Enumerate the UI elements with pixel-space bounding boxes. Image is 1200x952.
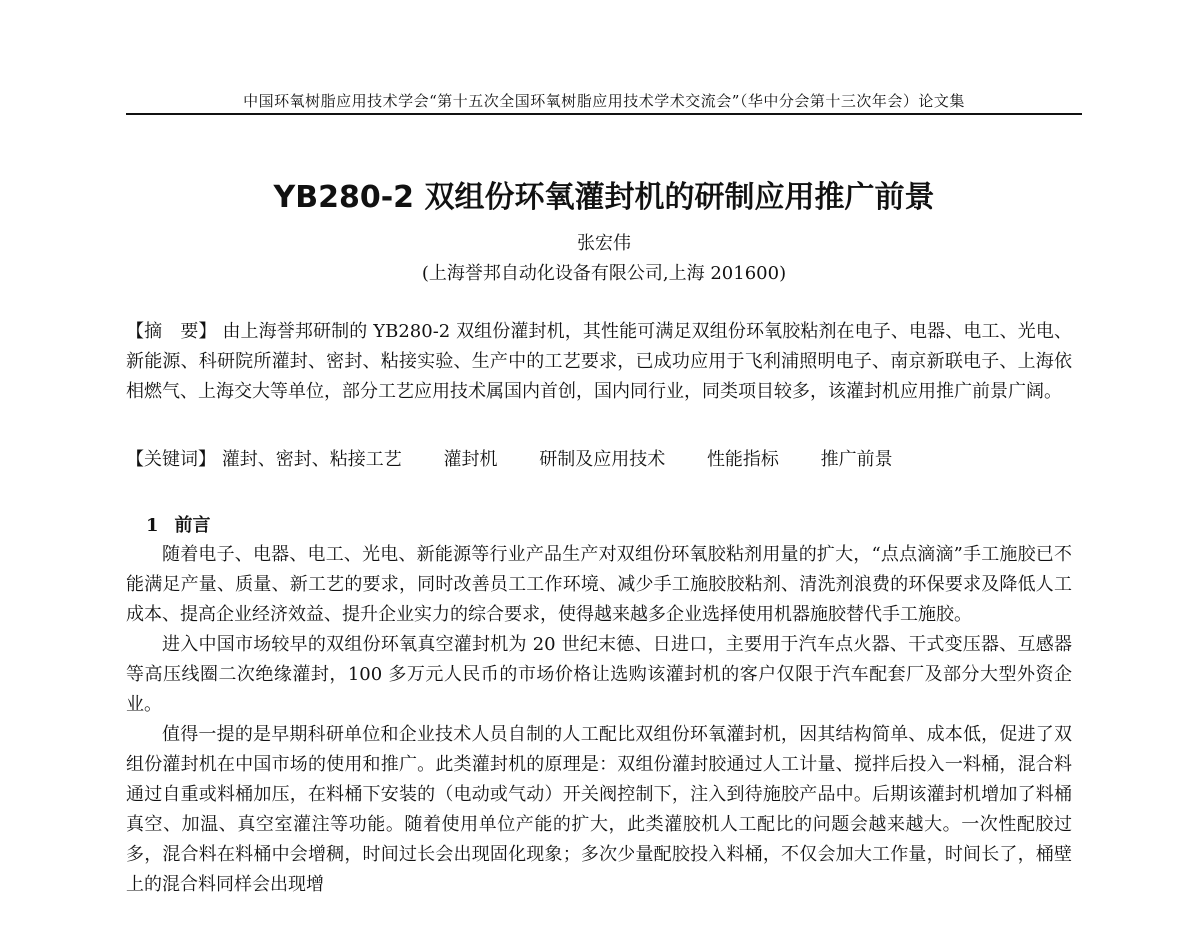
keyword-item: 研制及应用技术 [539,449,666,470]
keywords-label: 【关键词】 [126,449,216,470]
keywords [126,445,1072,475]
section-heading [146,511,211,541]
section-title: 前言 [174,515,211,536]
author-name: 张宏伟 [577,233,631,254]
body-paragraph: 进入中国市场较早的双组份环氧真空灌封机为 20 世纪末德、日进口，主要用于汽车点火器、干式变压器、互感器等高压线圈二次绝缘灌封，100 多万元人民币的市场价格让选购该灌封机的客户仅限于汽车配套厂及部分大型外资企业。 [126,634,1072,715]
body-paragraph: 值得一提的是早期科研单位和企业技术人员自制的人工配比双组份环氧灌封机，因其结构简单、成本低，促进了双组份灌封机在中国市场的使用和推广。此类灌封机的原理是：双组份灌封胶通过人工计量、搅拌后投入一料桶，混合料通过自重或料桶加压，在料桶下安装的（电动或气动）开关阀控制下，注入到待施胶产品中。后期该灌封机增加了料桶真空、加温、真空室灌注等功能。随着使用单位产能的扩大，此类灌胶机人工配比的问题会越来越大。一次性配胶过多，混合料在料桶中会增稠，时间过长会出现固化现象；多次少量配胶投入料桶，不仅会加大工作量，时间长了，桶壁上的混合料同样会出现增 [126,724,1072,895]
section-number: 1 [146,515,159,536]
abstract [126,317,1072,407]
keyword-item: 推广前景 [820,449,893,470]
paper-title: YB280-2 双组份环氧灌封机的研制应用推广前景 [273,180,935,215]
abstract-text: 由上海誉邦研制的 YB280-2 双组份灌封机，其性能可满足双组份环氧胶粘剂在电子、电器、电工、光电、新能源、科研院所灌封、密封、粘接实验、生产中的工艺要求，已成功应用于飞利浦照明电子、南京新联电子、上海依相燃气、上海交大等单位，部分工艺应用技术属国内首创，国内同行业，同类项目较多，该灌封机应用推广前景广阔。 [126,321,1072,402]
keyword-item: 灌封、密封、粘接工艺 [221,449,402,470]
keyword-item: 灌封机 [443,449,498,470]
abstract-label: 【摘 要】 [126,321,217,342]
body-text [126,540,1072,900]
running-header: 中国环氧树脂应用技术学会“第十五次全国环氧树脂应用技术学术交流会”（华中分会第十三次年会）论文集 [243,92,965,110]
body-paragraph: 随着电子、电器、电工、光电、新能源等行业产品生产对双组份环氧胶粘剂用量的扩大，“点点滴滴”手工施胶已不能满足产量、质量、新工艺的要求，同时改善员工工作环境、减少手工施胶胶粘剂、清洗剂浪费的环保要求及降低人工成本、提高企业经济效益、提升企业实力的综合要求，使得越来越多企业选择使用机器施胶替代手工施胶。 [126,544,1072,625]
author-affiliation: (上海誉邦自动化设备有限公司,上海 201600) [421,263,787,284]
keyword-item: 性能指标 [706,449,779,470]
header-rule [126,113,1082,115]
